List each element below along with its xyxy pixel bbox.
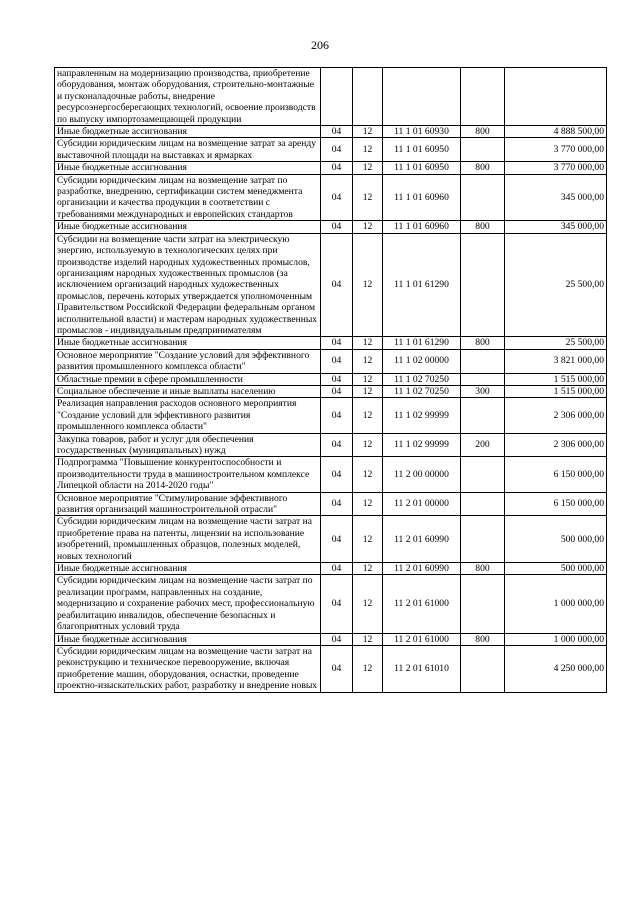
table-row	[55, 563, 607, 575]
section-code-cell: 04	[321, 457, 353, 492]
table-row	[55, 516, 607, 563]
table-row	[55, 126, 607, 138]
expense-name-cell: Субсидии юридическим лицам на возмещение затрат за аренду выставочной площади на выставках и ярмарках	[55, 138, 321, 162]
subsection-code-cell: 12	[353, 457, 383, 492]
expense-name-cell: Областные премии в сфере промышленности	[55, 373, 321, 385]
target-article-cell: 11 2 01 61000	[383, 633, 461, 645]
target-article-cell: 11 2 01 61010	[383, 645, 461, 692]
expense-type-cell	[461, 174, 505, 221]
target-article-cell: 11 1 02 70250	[383, 385, 461, 397]
section-code-cell: 04	[321, 633, 353, 645]
section-code-cell: 04	[321, 373, 353, 385]
amount-cell: 6 150 000,00	[505, 457, 607, 492]
expense-name-cell: Социальное обеспечение и иные выплаты населению	[55, 385, 321, 397]
subsection-code-cell: 12	[353, 337, 383, 349]
expense-type-cell: 300	[461, 385, 505, 397]
table-row	[55, 221, 607, 233]
expense-name-cell: Иные бюджетные ассигнования	[55, 162, 321, 174]
table-row	[55, 138, 607, 162]
subsection-code-cell: 12	[353, 221, 383, 233]
subsection-code-cell: 12	[353, 162, 383, 174]
expense-name-cell: Основное мероприятие "Создание условий для эффективного развития промышленного комплекса области"	[55, 349, 321, 373]
expense-name-cell: Иные бюджетные ассигнования	[55, 563, 321, 575]
expense-type-cell: 800	[461, 126, 505, 138]
amount-cell: 3 770 000,00	[505, 138, 607, 162]
amount-cell: 1 000 000,00	[505, 633, 607, 645]
expense-type-cell	[461, 398, 505, 433]
amount-cell: 25 500,00	[505, 233, 607, 337]
amount-cell: 4 250 000,00	[505, 645, 607, 692]
expense-type-cell	[461, 373, 505, 385]
subsection-code-cell: 12	[353, 349, 383, 373]
expense-type-cell	[461, 68, 505, 126]
amount-cell: 1 515 000,00	[505, 385, 607, 397]
table-row	[55, 385, 607, 397]
target-article-cell	[383, 68, 461, 126]
subsection-code-cell: 12	[353, 563, 383, 575]
expense-type-cell	[461, 516, 505, 563]
table-row	[55, 457, 607, 492]
target-article-cell: 11 1 02 99999	[383, 433, 461, 457]
target-article-cell: 11 2 01 00000	[383, 492, 461, 516]
expense-type-cell: 800	[461, 221, 505, 233]
amount-cell: 500 000,00	[505, 516, 607, 563]
page-number: 206	[311, 38, 329, 52]
expense-name-cell: Основное мероприятие "Стимулирование эффективного развития организаций машиностроительной отрасли"	[55, 492, 321, 516]
section-code-cell: 04	[321, 126, 353, 138]
subsection-code-cell: 12	[353, 516, 383, 563]
subsection-code-cell: 12	[353, 174, 383, 221]
section-code-cell: 04	[321, 174, 353, 221]
subsection-code-cell: 12	[353, 492, 383, 516]
expense-name-cell: направленным на модернизацию производства, приобретение оборудования, монтаж оборудования, строительно-монтажные и пусконаладочные работы, внедрение ресурсоэнергосберегающих технологий, освоение производств по выпуску импортозамещающей продукции	[55, 68, 321, 126]
target-article-cell: 11 1 02 00000	[383, 349, 461, 373]
amount-cell: 2 306 000,00	[505, 398, 607, 433]
expense-type-cell	[461, 575, 505, 633]
section-code-cell: 04	[321, 492, 353, 516]
expense-type-cell: 800	[461, 162, 505, 174]
expense-name-cell: Иные бюджетные ассигнования	[55, 221, 321, 233]
target-article-cell: 11 1 01 60950	[383, 138, 461, 162]
section-code-cell: 04	[321, 162, 353, 174]
budget-table-body	[55, 68, 607, 693]
subsection-code-cell: 12	[353, 233, 383, 337]
target-article-cell: 11 1 02 99999	[383, 398, 461, 433]
target-article-cell: 11 2 01 60990	[383, 563, 461, 575]
target-article-cell: 11 1 01 60960	[383, 221, 461, 233]
amount-cell: 3 770 000,00	[505, 162, 607, 174]
expense-type-cell: 200	[461, 433, 505, 457]
target-article-cell: 11 1 01 60950	[383, 162, 461, 174]
amount-cell: 1 515 000,00	[505, 373, 607, 385]
expense-type-cell	[461, 233, 505, 337]
section-code-cell: 04	[321, 138, 353, 162]
table-row	[55, 633, 607, 645]
expense-name-cell: Подпрограмма "Повышение конкурентоспособности и производительности труда в машиностроительном комплексе Липецкой области на 2014-2020 годы"	[55, 457, 321, 492]
section-code-cell	[321, 68, 353, 126]
expense-name-cell: Закупка товаров, работ и услуг для обеспечения государственных (муниципальных) нужд	[55, 433, 321, 457]
section-code-cell: 04	[321, 575, 353, 633]
expense-type-cell	[461, 492, 505, 516]
subsection-code-cell: 12	[353, 385, 383, 397]
target-article-cell: 11 1 01 60960	[383, 174, 461, 221]
section-code-cell: 04	[321, 385, 353, 397]
expense-name-cell: Иные бюджетные ассигнования	[55, 337, 321, 349]
expense-name-cell: Субсидии юридическим лицам на возмещение затрат по разработке, внедрению, сертификации систем менеджмента организации и качества продукции в соответствии с требованиями международных и европейских стандартов	[55, 174, 321, 221]
expense-type-cell	[461, 138, 505, 162]
expense-type-cell	[461, 645, 505, 692]
expense-name-cell: Реализация направления расходов основного мероприятия "Создание условий для эффективного развития промышленного комплекса области"	[55, 398, 321, 433]
amount-cell: 6 150 000,00	[505, 492, 607, 516]
section-code-cell: 04	[321, 233, 353, 337]
amount-cell: 345 000,00	[505, 174, 607, 221]
section-code-cell: 04	[321, 563, 353, 575]
subsection-code-cell: 12	[353, 373, 383, 385]
target-article-cell: 11 2 01 61000	[383, 575, 461, 633]
amount-cell: 345 000,00	[505, 221, 607, 233]
table-row	[55, 645, 607, 692]
subsection-code-cell: 12	[353, 398, 383, 433]
table-row	[55, 162, 607, 174]
expense-name-cell: Субсидии на возмещение части затрат на электрическую энергию, используемую в технологических целях при производстве изделий народных художественных промыслов, организациям народных художественных промыслов (за исключением организаций народных художественных промыслов, перечень которых утверждается уполномоченным Правительством Российской Федерации федеральным органом исполнительной власти) и мастерам народных художественных промыслов - индивидуальным предпринимателям	[55, 233, 321, 337]
section-code-cell: 04	[321, 349, 353, 373]
target-article-cell: 11 2 00 00000	[383, 457, 461, 492]
expense-type-cell: 800	[461, 633, 505, 645]
table-row	[55, 575, 607, 633]
section-code-cell: 04	[321, 337, 353, 349]
expense-name-cell: Субсидии юридическим лицам на возмещение части затрат на приобретение права на патенты, лицензии на использование изобретений, промышленных образцов, полезных моделей, новых технологий	[55, 516, 321, 563]
expense-name-cell: Иные бюджетные ассигнования	[55, 633, 321, 645]
expense-type-cell	[461, 349, 505, 373]
section-code-cell: 04	[321, 398, 353, 433]
expense-type-cell: 800	[461, 563, 505, 575]
subsection-code-cell: 12	[353, 633, 383, 645]
subsection-code-cell: 12	[353, 575, 383, 633]
amount-cell	[505, 68, 607, 126]
amount-cell: 1 000 000,00	[505, 575, 607, 633]
amount-cell: 4 888 500,00	[505, 126, 607, 138]
section-code-cell: 04	[321, 645, 353, 692]
expense-type-cell: 800	[461, 337, 505, 349]
section-code-cell: 04	[321, 516, 353, 563]
section-code-cell: 04	[321, 221, 353, 233]
expense-name-cell: Субсидии юридическим лицам на возмещение части затрат по реализации программ, направленных на создание, модернизацию и сохранение рабочих мест, профессиональную реабилитацию инвалидов, обеспечение безопасных и благоприятных условий труда	[55, 575, 321, 633]
budget-table	[54, 67, 607, 693]
table-row	[55, 337, 607, 349]
table-row	[55, 433, 607, 457]
amount-cell: 3 821 000,00	[505, 349, 607, 373]
expense-name-cell: Субсидии юридическим лицам на возмещение части затрат на реконструкцию и техническое перевооружение, включая приобретение машин, оборудования, оснастки, проведение проектно-изыскательских работ, разработку и внедрение новых	[55, 645, 321, 692]
subsection-code-cell: 12	[353, 433, 383, 457]
table-row	[55, 373, 607, 385]
target-article-cell: 11 1 01 61290	[383, 233, 461, 337]
target-article-cell: 11 2 01 60990	[383, 516, 461, 563]
table-row	[55, 349, 607, 373]
target-article-cell: 11 1 01 61290	[383, 337, 461, 349]
target-article-cell: 11 1 01 60930	[383, 126, 461, 138]
subsection-code-cell: 12	[353, 126, 383, 138]
table-row	[55, 233, 607, 337]
subsection-code-cell: 12	[353, 645, 383, 692]
section-code-cell: 04	[321, 433, 353, 457]
table-row	[55, 492, 607, 516]
amount-cell: 25 500,00	[505, 337, 607, 349]
expense-type-cell	[461, 457, 505, 492]
amount-cell: 2 306 000,00	[505, 433, 607, 457]
table-row	[55, 68, 607, 126]
table-row	[55, 174, 607, 221]
subsection-code-cell: 12	[353, 138, 383, 162]
target-article-cell: 11 1 02 70250	[383, 373, 461, 385]
table-row	[55, 398, 607, 433]
expense-name-cell: Иные бюджетные ассигнования	[55, 126, 321, 138]
subsection-code-cell	[353, 68, 383, 126]
amount-cell: 500 000,00	[505, 563, 607, 575]
